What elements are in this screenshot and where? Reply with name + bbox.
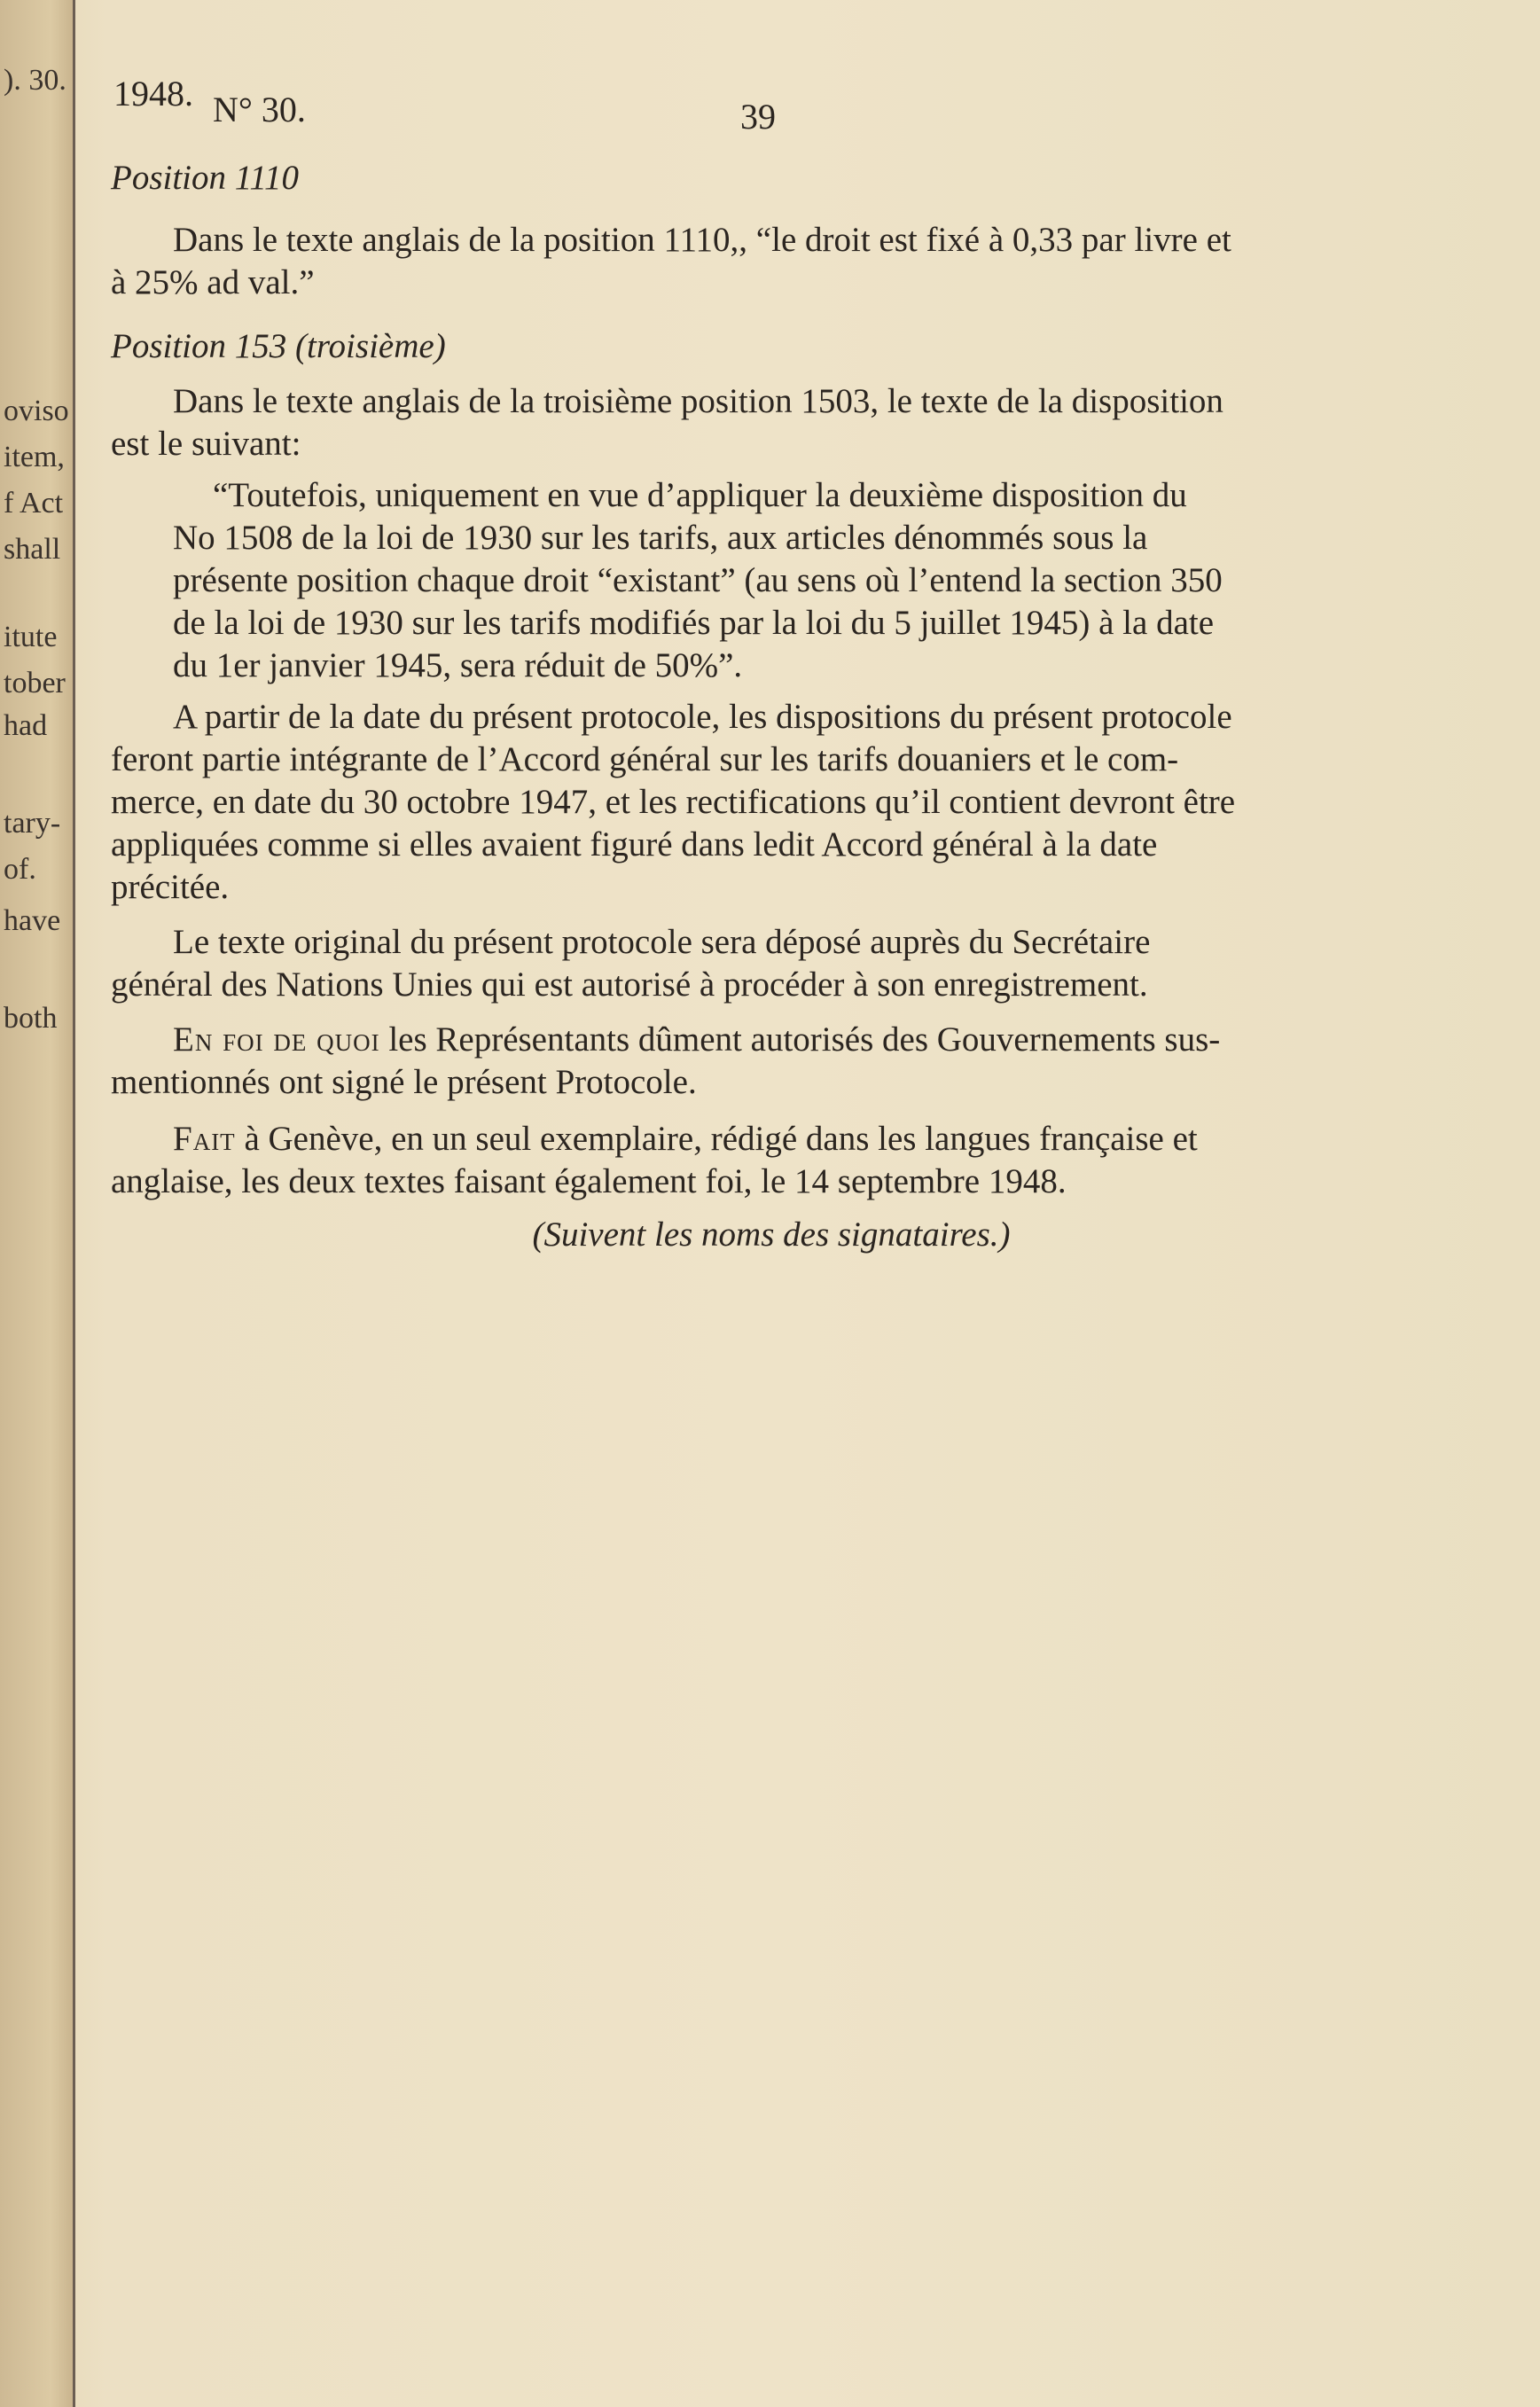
enfoi-line-2: mentionnés ont signé le présent Protocole.	[111, 1063, 697, 1101]
margin-fragment: have	[4, 904, 61, 937]
fait-line-1	[111, 1119, 1432, 1160]
fait-line-2: anglaise, les deux textes faisant également foi, le 14 septembre 1948.	[111, 1162, 1067, 1200]
margin-fragment: tary-	[4, 807, 61, 840]
signatories-note: (Suivent les noms des signataires.)	[532, 1215, 1011, 1254]
apartir-line-3: merce, en date du 30 octobre 1947, et les rectifications qu’il contient devront être	[111, 783, 1236, 821]
pos1110-line-2: à 25% ad val.”	[111, 263, 315, 301]
margin-fragment: of.	[4, 853, 36, 886]
margin-fragment: shall	[4, 533, 61, 566]
apartir-line-2: feront partie intégrante de l’Accord général sur les tarifs douaniers et le com-	[111, 740, 1179, 778]
pos1110-line-1: Dans le texte anglais de la position 1110,, “le droit est fixé à 0,33 par livre et	[173, 221, 1231, 259]
quote-line-5: du 1er janvier 1945, sera réduit de 50%”.	[173, 646, 743, 684]
margin-fragment: f Act	[4, 487, 64, 520]
gutter-divider	[73, 0, 75, 2407]
section-heading-1110: Position 1110	[111, 159, 299, 197]
enfoi-lead: En foi de quoi	[173, 1020, 380, 1059]
margin-fragment: had	[4, 709, 48, 742]
quote-line-3: présente position chaque droit “existant” (au sens où l’entend la section 350	[173, 561, 1223, 599]
previous-page-edge	[0, 0, 73, 2407]
enfoi-line-1	[111, 1020, 1432, 1060]
margin-fragment: ). 30.	[4, 64, 66, 97]
pos153-line-1: Dans le texte anglais de la troisième position 1503, le texte de la disposition	[173, 382, 1223, 420]
pos153-line-2: est le suivant:	[111, 425, 301, 463]
fait-lead: Fait	[173, 1120, 236, 1158]
apartir-line-4: appliquées comme si elles avaient figuré dans ledit Accord général à la date	[111, 825, 1158, 864]
texte-line-2: général des Nations Unies qui est autorisé à procéder à son enregistrement.	[111, 965, 1148, 1004]
header-number: N° 30.	[213, 90, 306, 129]
margin-fragment: oviso	[4, 395, 69, 427]
apartir-line-1: A partir de la date du présent protocole, les dispositions du présent protocole	[173, 698, 1232, 736]
enfoi-line-1-rest: les Représentants dûment autorisés des Gouvernements sus-	[379, 1020, 1221, 1059]
quote-line-4: de la loi de 1930 sur les tarifs modifiés par la loi du 5 juillet 1945) à la date	[173, 604, 1215, 642]
section-heading-153: Position 153 (troisième)	[111, 327, 446, 365]
page-number: 39	[740, 97, 776, 137]
apartir-line-5: précitée.	[111, 868, 230, 906]
margin-fragment: both	[4, 1002, 58, 1035]
header-year: 1948.	[113, 74, 193, 113]
quote-line-2: No 1508 de la loi de 1930 sur les tarifs, aux articles dénommés sous la	[173, 519, 1148, 557]
quote-line-1: “Toutefois, uniquement en vue d’appliquer la deuxième disposition du	[213, 476, 1187, 514]
margin-fragment: itute	[4, 621, 58, 653]
texte-line-1: Le texte original du présent protocole sera déposé auprès du Secrétaire	[173, 923, 1151, 961]
margin-fragment: tober	[4, 667, 66, 699]
fait-line-1-rest: à Genève, en un seul exemplaire, rédigé dans les langues française et	[235, 1120, 1198, 1158]
margin-fragment: item,	[4, 441, 65, 473]
